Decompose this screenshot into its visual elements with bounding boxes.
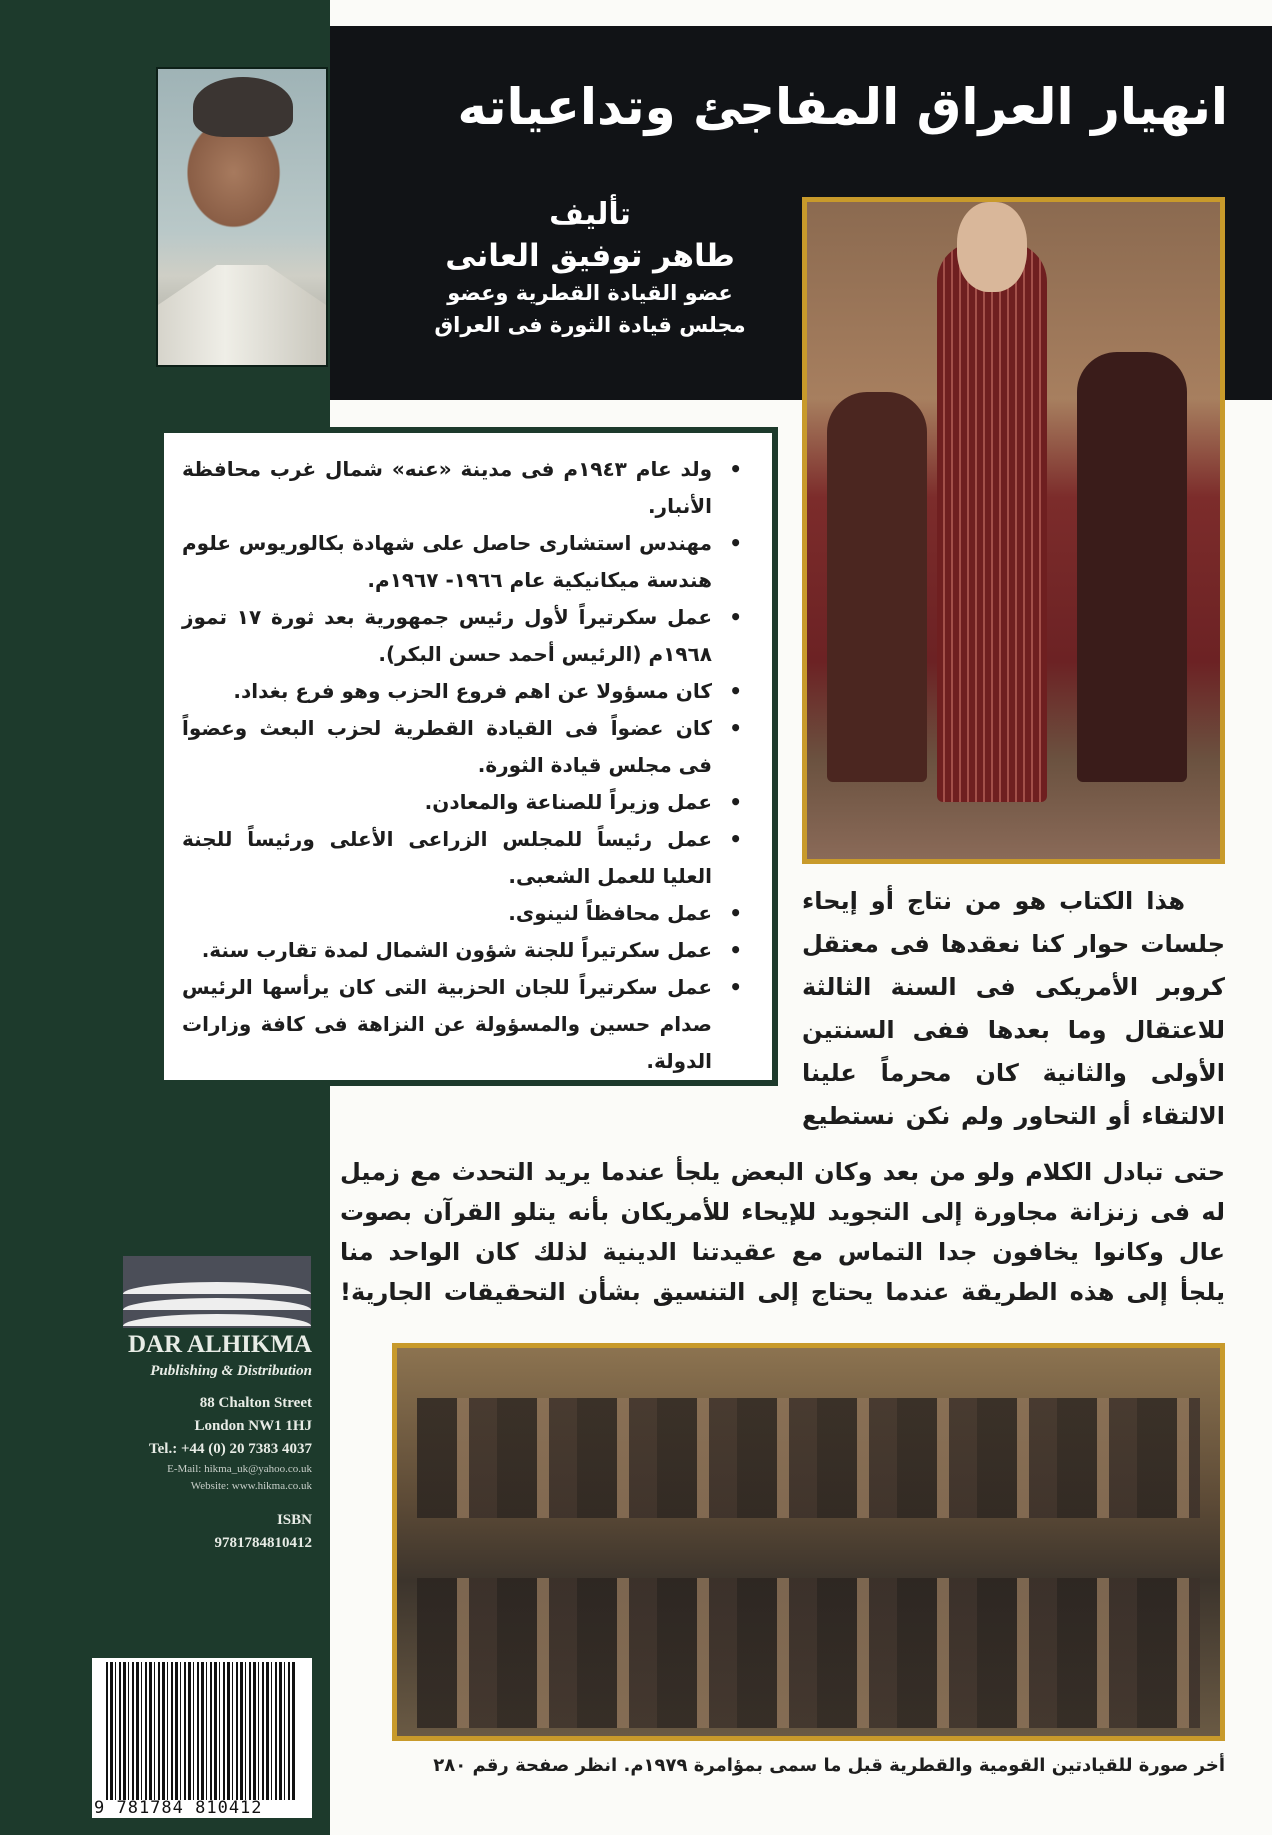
publisher-subtitle: Publishing & Distribution xyxy=(150,1363,312,1379)
author-role-2: مجلس قيادة الثورة فى العراق xyxy=(434,313,746,337)
blurb-paragraph-bottom xyxy=(340,1152,1225,1312)
bio-item: • كان مسؤولا عن اهم فروع الحزب وهو فرع بغداد. xyxy=(182,673,750,710)
bio-item: • عمل وزيراً للصناعة والمعادن. xyxy=(182,784,750,821)
blurb-line: كروبر الأمريكى فى السنة الثالثة xyxy=(802,973,1225,1001)
publisher-info xyxy=(108,1330,312,1555)
author-portrait xyxy=(156,67,328,367)
publisher-tel: Tel.: +44 (0) 20 7383 4037 xyxy=(149,1441,312,1457)
bio-item: • عمل سكرتيراً للجنة شؤون الشمال لمدة تقارب سنة. xyxy=(182,932,750,969)
photo-figure xyxy=(1077,352,1187,782)
isbn-label: ISBN xyxy=(276,1512,312,1528)
logo-book-page xyxy=(123,1298,311,1310)
publisher-logo xyxy=(123,1256,311,1328)
publisher-email: E-Mail: hikma_uk@yahoo.co.uk xyxy=(167,1463,312,1475)
bio-item: • عمل سكرتيراً لأول رئيس جمهورية بعد ثورة ١٧ تموز ١٩٦٨م (الرئيس أحمد حسن البكر). xyxy=(182,599,750,673)
blurb-line: للاعتقال وما بعدها ففى السنتين xyxy=(802,1016,1225,1044)
blurb-line: له فى زنزانة مجاورة إلى التجويد للإيحاء للأمريكان بأنه يتلو القرآن بصوت xyxy=(340,1198,1225,1226)
photo-caption: أخر صورة للقيادتين القومية والقطرية قبل ما سمى بمؤامرة ١٩٧٩م. انظر صفحة رقم ٢٨٠ xyxy=(433,1755,1225,1776)
logo-book-page xyxy=(123,1282,311,1294)
publisher-name: DAR ALHIKMA xyxy=(127,1331,312,1358)
isbn-number: 9781784810412 xyxy=(214,1535,312,1551)
barcode-bars xyxy=(106,1662,296,1800)
logo-book-page xyxy=(123,1314,311,1326)
photo-figure xyxy=(937,242,1047,802)
author-role-1: عضو القيادة القطرية وعضو xyxy=(447,281,733,305)
portrait-jacket xyxy=(158,265,326,365)
bio-item: • عمل سكرتيراً للجان الحزبية التى كان يرأسها الرئيس صدام حسين والمسؤولة عن النزاهة فى كافة وزارات الدولة. xyxy=(182,969,750,1080)
portrait-hair xyxy=(193,77,293,137)
blurb-line: جلسات حوار كنا نعقدها فى معتقل xyxy=(802,930,1225,958)
isbn-barcode xyxy=(92,1658,312,1818)
publisher-address-1: 88 Chalton Street xyxy=(199,1395,312,1411)
bio-box xyxy=(158,427,778,1086)
bio-item: • كان عضواً فى القيادة القطرية لحزب البعث وعضواً فى مجلس قيادة الثورة. xyxy=(182,710,750,784)
blurb-line: يلجأ إلى هذه الطريقة عندما يحتاج إلى التنسيق بشأن التحقيقات الجارية! xyxy=(340,1278,1225,1306)
bio-item: • مهندس استشارى حاصل على شهادة بكالوريوس علوم هندسة ميكانيكية عام ١٩٦٦- ١٩٦٧م. xyxy=(182,525,750,599)
blurb-line: عال وكانوا يخافون جدا التماس مع عقيدتنا الدينية لذلك كان الواحد منا xyxy=(340,1238,1225,1266)
top-margin xyxy=(330,0,1272,26)
bio-item: • عمل رئيساً للمجلس الزراعى الأعلى ورئيساً للجنة العليا للعمل الشعبى. xyxy=(182,821,750,895)
publisher-website: Website: www.hikma.co.uk xyxy=(190,1480,312,1492)
photo-figure xyxy=(827,392,927,782)
author-name: طاهر توفيق العانى xyxy=(445,238,735,274)
blurb-line: الالتقاء أو التحاور ولم نكن نستطيع xyxy=(802,1102,1225,1130)
bio-item: • ولد عام ١٩٤٣م فى مدينة «عنه» شمال غرب محافظة الأنبار. xyxy=(182,451,750,525)
blurb-line: حتى تبادل الكلام ولو من بعد وكان البعض يلجأ عندما يريد التحدث مع زميل xyxy=(340,1158,1225,1186)
blurb-line: هذا الكتاب هو من نتاج أو إيحاء xyxy=(802,887,1185,915)
photo-figure-head xyxy=(957,202,1027,292)
author-block xyxy=(390,195,790,341)
group-photo xyxy=(392,1343,1225,1741)
publisher-address-2: London NW1 1HJ xyxy=(194,1418,312,1434)
bio-item: • عمل محافظاً لنينوى. xyxy=(182,895,750,932)
bio-list xyxy=(182,451,750,1080)
by-label: تأليف xyxy=(549,197,631,232)
blurb-line: الأولى والثانية كان محرماً علينا xyxy=(802,1059,1225,1087)
standing-men-photo xyxy=(802,197,1225,864)
blurb-paragraph-top xyxy=(802,880,1225,1138)
photo-seated-row xyxy=(417,1578,1200,1728)
photo-standing-row xyxy=(417,1398,1200,1518)
barcode-digits: 9 781784 810412 xyxy=(94,1798,263,1818)
book-title: انهيار العراق المفاجئ وتداعياته xyxy=(457,78,1228,136)
